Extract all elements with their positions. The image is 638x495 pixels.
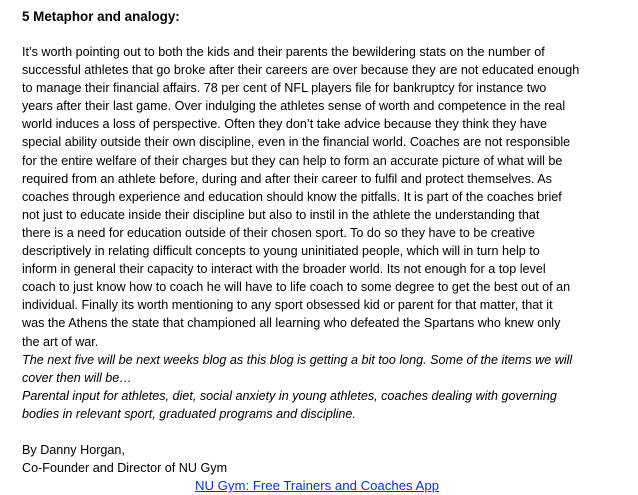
paragraph-line: required from an athlete before, during and after their career to fulfil and protect themselves. As <box>22 171 552 186</box>
paragraph-line: for the entire welfare of their charges but they can help to form an accurate picture of what will be <box>22 153 563 168</box>
body-paragraph <box>22 43 628 351</box>
paragraph-line: not just to educate inside their discipline but also to instil in the athlete the understanding that <box>22 207 540 222</box>
paragraph-line: there is a need for education outside of their chosen sport. To do so they have to be creative <box>22 225 535 240</box>
italic-line: bodies in relevant sport, graduated programs and discipline. <box>22 406 356 421</box>
paragraph-line: special ability outside their own discipline, even in the financial world. Coaches are not responsible <box>22 135 571 150</box>
signature-role: Co-Founder and Director of NU Gym <box>22 461 228 476</box>
italic-line: Parental input for athletes, diet, social anxiety in young athletes, coaches dealing with governing <box>22 388 557 403</box>
paragraph-line: years after their last game. Over indulging the athletes sense of worth and competence in the real <box>22 99 566 114</box>
paragraph-line: coach to just know how to coach he will have to life coach to some degree to get the best out of an <box>22 280 571 295</box>
paragraph-line: individual. Finally its worth mentioning to any sport obsessed kid or parent for that matter, that it <box>22 298 553 313</box>
document-page <box>22 8 628 495</box>
paragraph-line: world induces a loss of perspective. Often they don’t take advice because they think they have <box>22 117 548 132</box>
paragraph-line: the art of war. <box>22 334 99 349</box>
paragraph-line: was the Athens the state that championed all learning who defeated the Spartans who knew only <box>22 316 561 331</box>
italic-line: The next five will be next weeks blog as this blog is getting a bit too long. Some of the items we will <box>22 352 573 367</box>
italic-note <box>22 351 628 423</box>
blank-line <box>22 423 628 441</box>
paragraph-line: It’s worth pointing out to both the kids and their parents the bewildering stats on the number of <box>22 45 545 59</box>
paragraph-line: inform in general their capacity to interact with the broader world. Its not enough for a top level <box>22 262 546 277</box>
paragraph-line: to manage their financial affairs. 78 per cent of NFL players file for bankruptcy for instance two <box>22 81 547 96</box>
paragraph-line: successful athletes that go broke after their careers are over because they are not educated enough <box>22 63 580 78</box>
signature-author: By Danny Horgan, <box>22 443 125 458</box>
paragraph-line: descriptively in relating difficult concepts to young uninitiated people, which will in turn help to <box>22 244 540 259</box>
paragraph-line: coaches through experience and education should know the pitfalls. It is part of the coaches brief <box>22 189 562 204</box>
signature-block <box>22 441 628 477</box>
app-link[interactable]: NU Gym: Free Trainers and Coaches App <box>194 478 440 494</box>
app-link-row <box>22 477 612 495</box>
italic-line: cover then will be… <box>22 370 132 385</box>
section-heading: 5 Metaphor and analogy: <box>22 9 180 24</box>
